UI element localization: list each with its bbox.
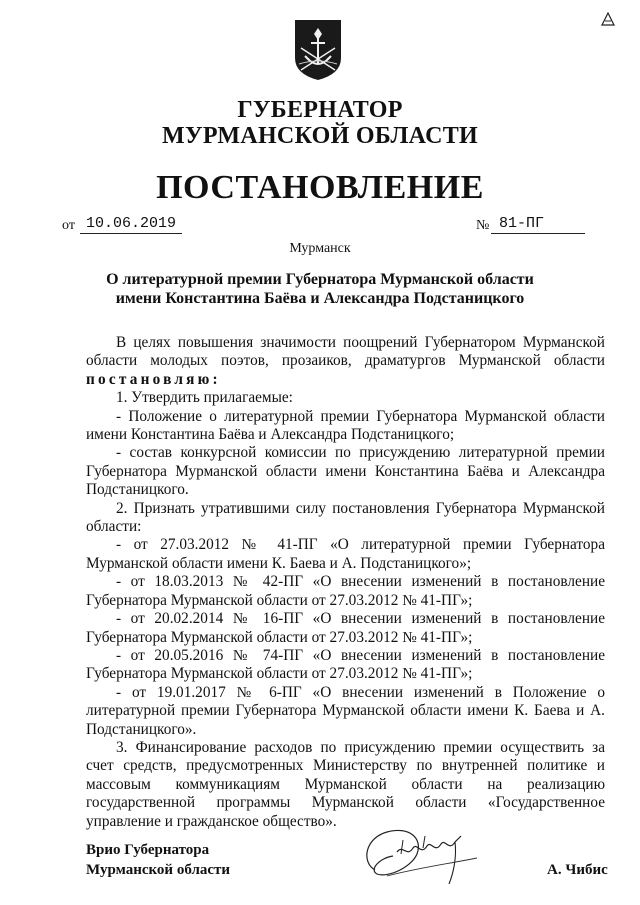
- document-date: 10.06.2019: [80, 215, 182, 234]
- number-prefix: №: [476, 218, 490, 233]
- subject-line-1: О литературной премии Губернатора Мурманской области: [106, 271, 534, 288]
- subject-line-2: имени Константина Баёва и Александра Подстаницкого: [115, 290, 525, 307]
- coat-of-arms-icon: [293, 18, 343, 82]
- clause-1-item-b: - состав конкурсной комиссии по присуждению литературной премии Губернатора Мурманской области имени Константина Баёва и Александра Подстаницкого.: [86, 444, 605, 499]
- issue-city: Мурманск: [289, 241, 351, 256]
- clause-2-item-a: - от 27.03.2012 № 41-ПГ «О литературной премии Губернатора Мурманской области имени К. Баева и А. Подстаницкого»;: [86, 536, 605, 572]
- signatory-position-line-1: Врио Губернатора: [86, 842, 210, 858]
- intro-paragraph: [86, 334, 605, 389]
- document-number: 81-ПГ: [491, 215, 585, 234]
- handwritten-signature: [357, 818, 482, 888]
- date-prefix: от: [62, 218, 75, 233]
- clause-2: 2. Признать утратившими силу постановления Губернатора Мурманской области:: [86, 499, 605, 536]
- resolve-word: постановляю:: [86, 370, 221, 388]
- document-subject: [60, 270, 580, 308]
- signatory-position: [86, 840, 230, 880]
- authority-title-line-1: ГУБЕРНАТОР: [237, 97, 403, 123]
- clause-3: 3. Финансирование расходов по присуждению премии осуществить за счет средств, предусмотренных Министерству по внутренней политике и массовым коммуникациям Мурманской области на реализацию государственной программы Мурманской области «Государственное управление и гражданское общество».: [86, 738, 605, 830]
- document-type-title: ПОСТАНОВЛЕНИЕ: [156, 169, 484, 206]
- authority-title-line-2: МУРМАНСКОЙ ОБЛАСТИ: [162, 123, 478, 149]
- clause-2-item-e: - от 19.01.2017 № 6-ПГ «О внесении изменений в Положение о литературной премии Губернатора Мурманской области имени К. Баева и А. Подстаницкого».: [86, 683, 605, 738]
- document-body: [86, 334, 605, 831]
- clause-2-item-d: - от 20.05.2016 № 74-ПГ «О внесении изменений в постановление Губернатора Мурманской области от 27.03.2012 № 41-ПГ»;: [86, 646, 605, 683]
- clause-2-item-c: - от 20.02.2014 № 16-ПГ «О внесении изменений в постановление Губернатора Мурманской области от 27.03.2012 № 41-ПГ»;: [86, 610, 605, 646]
- document-corner-mark-icon: [601, 12, 615, 26]
- signatory-name: А. Чибис: [547, 862, 608, 878]
- signatory-position-line-2: Мурманской области: [86, 862, 231, 878]
- intro-text: В целях повышения значимости поощрений Губернатором Мурманской области молодых поэтов, прозаиков, драматургов Мурманской области: [86, 334, 605, 370]
- clause-1: 1. Утвердить прилагаемые:: [116, 389, 293, 407]
- clause-1-item-a: - Положение о литературной премии Губернатора Мурманской области имени Константина Баёва и Александра Подстаницкого;: [86, 407, 605, 444]
- clause-2-item-b: - от 18.03.2013 № 42-ПГ «О внесении изменений в постановление Губернатора Мурманской области от 27.03.2012 № 41-ПГ»;: [86, 573, 605, 609]
